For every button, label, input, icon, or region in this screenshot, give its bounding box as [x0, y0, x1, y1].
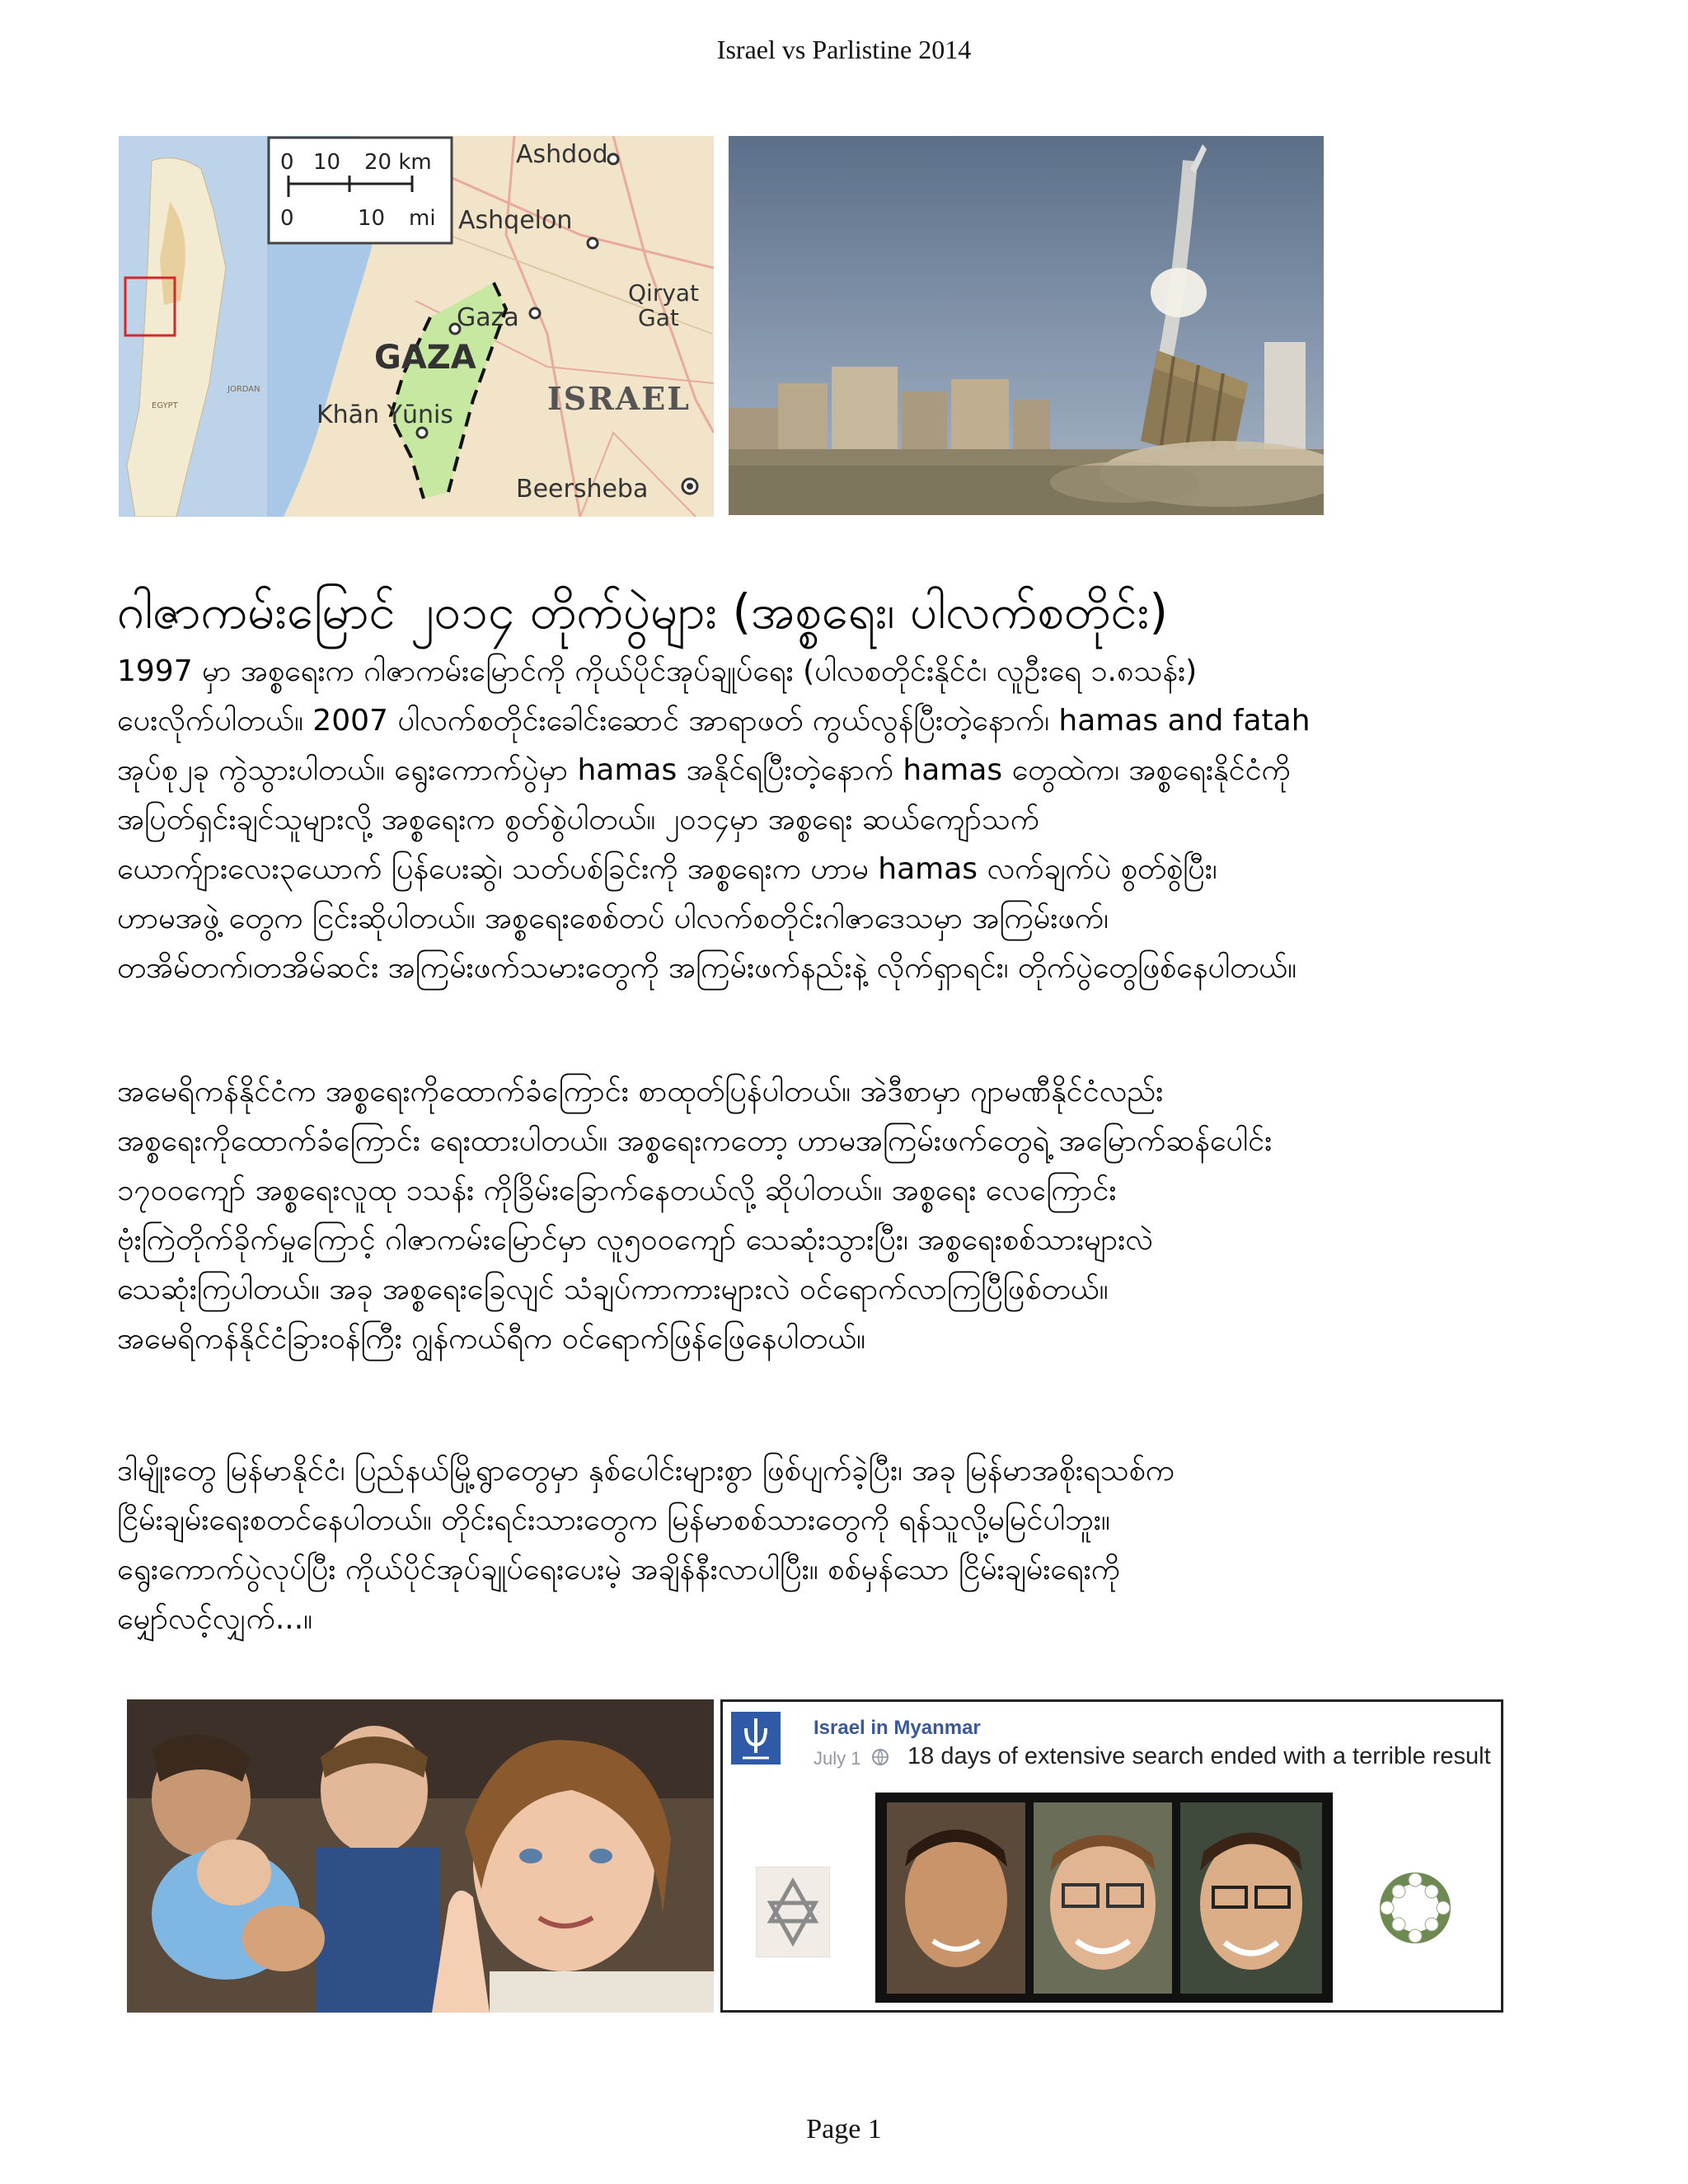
facebook-post-text: 18 days of extensive search ended with a terrible result	[907, 1743, 1491, 1769]
article-paragraph-2	[117, 1067, 1584, 1364]
map-label-qiryat: Qiryat	[628, 279, 700, 307]
paragraph-2-line-1: အမေရိကန်နိုင်ငံက အစ္စရေးကိုထောက်ခံကြောင်း စာထုတ်ပြန်ပါတယ်။ အဲဒီစာမှာ ဂျာမဏီနိုင်ငံလည်း	[117, 1075, 1164, 1108]
missile-launch-illustration	[729, 136, 1324, 515]
scale-km-10: 10	[313, 150, 341, 175]
map-label-beersheba: Beersheba	[516, 475, 649, 504]
paragraph-1-line-4: အပြတ်ရှင်းချင်သူများလို့ အစ္စရေးက စွတ်စွဲပါတယ်။ ၂၀၁၄မှာ အစ္စရေး ဆယ်ကျော်သက်	[117, 803, 1039, 837]
israel-emblem-icon	[731, 1712, 781, 1765]
map-label-gaza-region: GAZA	[374, 339, 476, 377]
paragraph-3-line-1: ဒါမျိုးတွေ မြန်မာနိုင်ငံ၊ ပြည်နယ်မြို့ရွာတွေမှာ နှစ်ပေါင်းများစွာ ဖြစ်ပျက်ခဲ့ပြီး၊ အခု မြန်မာအစိုးရသစ်က	[117, 1454, 1175, 1488]
paragraph-1-line-7: တအိမ်တက်၊တအိမ်ဆင်း အကြမ်းဖက်သမားတွေကို အကြမ်းဖက်နည်းနဲ့ လိုက်ရှာရင်း၊ တိုက်ပွဲတွေဖြစ်နေပါတယ်။	[117, 951, 1296, 985]
map-label-gaza-city: Gaza	[457, 303, 519, 332]
portraits-illustration	[875, 1793, 1333, 2003]
paragraph-3-line-2: ငြိမ်းချမ်းရေးစတင်နေပါတယ်။ တိုင်းရင်းသားတွေက မြန်မာစစ်သားတွေကို ရန်သူလို့မမြင်ပါဘူး။	[117, 1503, 1110, 1537]
children-illustration	[127, 1699, 714, 2013]
paragraph-1-line-5: ယောက်ျားလေး၃ယောက် ပြန်ပေးဆွဲ၊ သတ်ပစ်ခြင်းကို အစ္စရေးက ဟာမ hamas လက်ချက်ပဲ စွတ်စွဲပြီး၊	[117, 852, 1217, 886]
gaza-map-figure	[119, 136, 714, 517]
paragraph-1-line-6: ဟာမအဖွဲ့ တွေက ငြင်းဆိုပါတယ်။ အစ္စရေးစေစ်တပ် ပါလက်စတိုင်းဂါဇာဒေသမှာ အကြမ်းဖက်၊	[117, 902, 1109, 935]
running-header: Israel vs Parlistine 2014	[716, 35, 972, 64]
paragraph-2-line-2: အစ္စရေးကိုထောက်ခံကြောင်း ရေးထားပါတယ်။ အစ္စရေးကတော့ ဟာမအကြမ်းဖက်တွေရဲ့ အမြောက်ဆန်ပေါင်း	[117, 1124, 1273, 1158]
map-label-ashdod: Ashdod	[516, 140, 608, 169]
map-label-khan-yunis: Khān Yūnis	[316, 401, 453, 429]
star-of-david-icon	[756, 1867, 830, 1957]
map-label-egypt: EGYPT	[152, 401, 178, 410]
scale-mi-0: 0	[280, 206, 294, 231]
map-label-israel: ISRAEL	[547, 380, 691, 417]
paragraph-2-line-3: ၁၇၀၀ကျော် အစ္စရေးလူထု ၁သန်း ကိုခြိမ်းခြောက်နေတယ်လို့ ဆိုပါတယ်။ အစ္စရေး လေကြောင်း	[117, 1174, 1117, 1207]
missile-launch-photo	[729, 136, 1324, 515]
scale-mi-unit: mi	[409, 206, 436, 231]
paragraph-3-line-4: မျှော်လင့်လျှက်...။	[117, 1602, 313, 1636]
paragraph-1-line-2: ပေးလိုက်ပါတယ်။ 2007 ပါလက်စတိုင်းခေါင်းဆောင် အာရာဖတ် ကွယ်လွန်ပြီးတဲ့နောက်၊ hamas and fatah	[117, 704, 1311, 738]
page-number: Page 1	[806, 2114, 882, 2144]
paragraph-2-line-5: သေဆုံးကြပါတယ်။ အခု အစ္စရေးခြေလျင် သံချပ်ကာကားများလဲ ဝင်ရောက်လာကြပြီဖြစ်တယ်။	[117, 1272, 1109, 1306]
scale-km-0: 0	[280, 150, 294, 175]
facebook-page-name[interactable]: Israel in Myanmar	[814, 1717, 981, 1739]
paragraph-3-line-3: ရွေးကောက်ပွဲလုပ်ပြီး ကိုယ်ပိုင်အုပ်ချုပ်ရေးပေးမဲ့ အချိန်နီးလာပါပြီး။ စစ်မှန်သော ငြိမ်းချမ်းရေးကို	[117, 1553, 1120, 1586]
facebook-post-header	[731, 1708, 1489, 1774]
three-portraits-photo	[875, 1793, 1333, 2003]
map-label-ashqelon: Ashqelon	[458, 206, 573, 235]
globe-icon	[871, 1748, 889, 1766]
gaza-map	[119, 136, 714, 517]
paragraph-1-line-3: အုပ်စု၂ခု ကွဲသွားပါတယ်။ ရွေးကောက်ပွဲမှာ hamas အနိုင်ရပြီးတဲ့နောက် hamas တွေထဲက၊ အစ္စရေးနိုင်ငံကို	[117, 753, 1291, 787]
facebook-post-screenshot	[720, 1699, 1503, 2013]
memorial-wreath-icon	[1374, 1867, 1456, 1949]
article-paragraph-1	[117, 647, 1584, 993]
article-paragraph-3	[117, 1446, 1584, 1644]
facebook-post-date[interactable]: July 1	[814, 1748, 861, 1769]
scale-mi-10: 10	[358, 206, 386, 231]
paragraph-2-line-4: ဗုံးကြဲတိုက်ခိုက်မှုကြောင့် ဂါဇာကမ်းမြောင်မှာ လူ၅၀၀ကျော် သေဆုံးသွားပြီး၊ အစ္စရေးစစ်သားများလဲ	[117, 1223, 1153, 1257]
paragraph-1-line-1: 1997 မှာ အစ္စရေးက ဂါဇာကမ်းမြောင်ကို ကိုယ်ပိုင်အုပ်ချုပ်ရေး (ပါလစတိုင်းနိုင်ငံ၊ လူဦးရေ ၁.၈သန်း)	[117, 654, 1198, 688]
scale-km-20: 20 km	[364, 150, 432, 175]
paragraph-2-line-6: အမေရိကန်နိုင်ငံခြားဝန်ကြီး ဂျွန်ကယ်ရီက ဝင်ရောက်ဖြန်ဖြေနေပါတယ်။	[117, 1322, 865, 1356]
map-label-jordan: JORDAN	[227, 385, 260, 394]
article-title: ဂါဇာကမ်းမြောင် ၂၀၁၄ တိုက်ပွဲများ (အစ္စရေး၊ ပါလက်စတိုင်း)	[117, 583, 1168, 640]
crying-children-photo	[127, 1699, 714, 2013]
map-label-gat: Gat	[638, 304, 679, 331]
